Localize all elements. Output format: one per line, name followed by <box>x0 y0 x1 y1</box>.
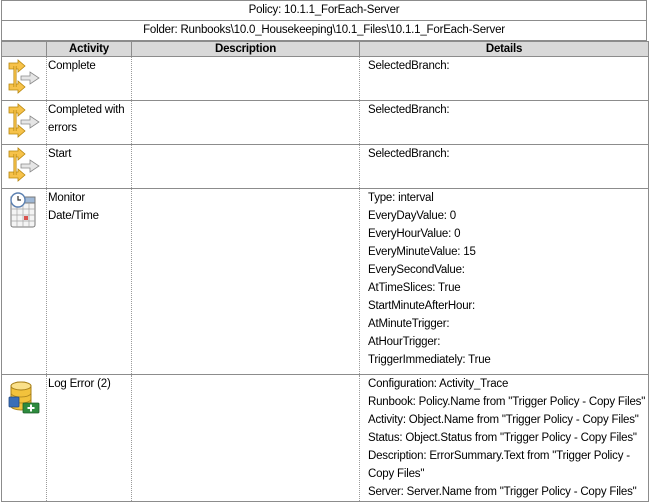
link-arrow-icon <box>7 103 41 141</box>
detail-line: AtHourTrigger: <box>368 336 441 348</box>
detail-line: Configuration: Activity_Trace <box>368 378 509 390</box>
activity-details <box>360 101 649 145</box>
detail-line: StartMinuteAfterHour: <box>368 300 476 312</box>
table-row <box>2 57 649 101</box>
activity-column-header: Activity <box>47 42 132 57</box>
activity-description <box>132 57 360 101</box>
activity-name: Complete <box>47 57 132 101</box>
detail-line: EveryHourValue: 0 <box>368 228 461 240</box>
detail-line: SelectedBranch: <box>368 148 450 160</box>
detail-line: Runbook: Policy.Name from "Trigger Policy - Copy Files" <box>368 396 646 408</box>
detail-line: EveryDayValue: 0 <box>368 210 456 222</box>
activity-details <box>360 145 649 189</box>
activity-name: Start <box>47 145 132 189</box>
policy-title: Policy: 10.1.1_ForEach-Server <box>1 0 647 21</box>
detail-line: AtTimeSlices: True <box>368 282 461 294</box>
detail-line: Server: Server.Name from "Trigger Policy - Copy Files" <box>368 486 637 498</box>
detail-line: Description: ErrorSummary.Text from "Trigger Policy - Copy Files" <box>368 450 630 480</box>
detail-line: Type: interval <box>368 192 434 204</box>
activity-details <box>360 57 649 101</box>
activity-description <box>132 375 360 502</box>
calendar-clock-icon <box>7 191 41 231</box>
detail-line: Activity: Object.Name from "Trigger Policy - Copy Files" <box>368 414 639 426</box>
detail-line: TriggerImmediately: True <box>368 354 491 366</box>
database-add-icon <box>7 377 41 417</box>
table-row <box>2 145 649 189</box>
description-column-header: Description <box>132 42 360 57</box>
activity-details <box>360 375 649 502</box>
table-row <box>2 189 649 375</box>
activity-name: Log Error (2) <box>47 375 132 502</box>
activity-description <box>132 189 360 375</box>
detail-line: Status: Object.Status from "Trigger Policy - Copy Files" <box>368 432 637 444</box>
icon-column-header <box>2 42 47 57</box>
table-row <box>2 375 649 502</box>
activity-name: Completed with errors <box>47 101 132 145</box>
table-row <box>2 101 649 145</box>
activity-table <box>1 41 649 502</box>
details-column-header: Details <box>360 42 649 57</box>
link-arrow-icon <box>7 147 41 185</box>
detail-line: EverySecondValue: <box>368 264 465 276</box>
folder-path: Folder: Runbooks\10.0_Housekeeping\10.1_Files\10.1.1_ForEach-Server <box>1 21 647 41</box>
table-header-row <box>2 42 649 57</box>
activity-details <box>360 189 649 375</box>
detail-line: EveryMinuteValue: 15 <box>368 246 476 258</box>
detail-line: SelectedBranch: <box>368 104 450 116</box>
activity-description <box>132 145 360 189</box>
link-arrow-icon <box>7 59 41 97</box>
activity-name: Monitor Date/Time <box>47 189 132 375</box>
activity-description <box>132 101 360 145</box>
detail-line: SelectedBranch: <box>368 60 450 72</box>
detail-line: AtMinuteTrigger: <box>368 318 450 330</box>
